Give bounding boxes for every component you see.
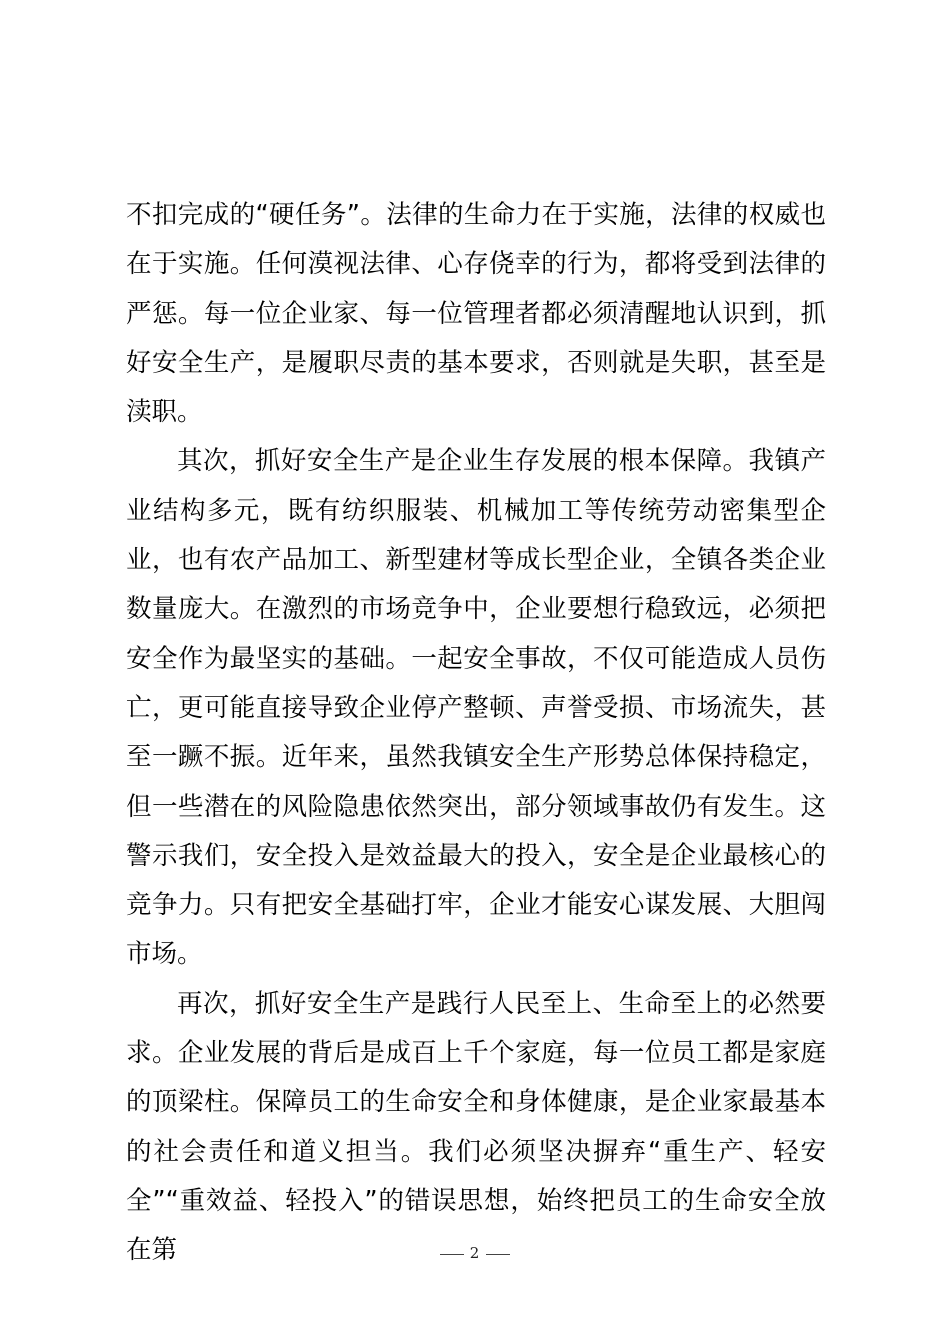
footer-dash-left (440, 1254, 464, 1255)
body-text (126, 191, 826, 1276)
footer-dash-right (486, 1254, 510, 1255)
paragraph-3: 再次，抓好安全生产是践行人民至上、生命至上的必然要求。企业发展的背后是成百上千个家庭，每一位员工都是家庭的顶梁柱。保障员工的生命安全和身体健康，是企业家最基本的社会责任和道义担当。我们必须坚决摒弃“重生产、轻安全”“重效益、轻投入”的错误思想，始终把员工的生命安全放在第 (126, 988, 826, 1266)
page-footer (0, 1244, 950, 1262)
paragraph-2: 其次，抓好安全生产是企业生存发展的根本保障。我镇产业结构多元，既有纺织服装、机械加工等传统劳动密集型企业，也有农产品加工、新型建材等成长型企业，全镇各类企业数量庞大。在激烈的市场竞争中，企业要想行稳致远，必须把安全作为最坚实的基础。一起安全事故，不仅可能造成人员伤亡，更可能直接导致企业停产整顿、声誉受损、市场流失，甚至一蹶不振。近年来，虽然我镇安全生产形势总体保持稳定，但一些潜在的风险隐患依然突出，部分领域事故仍有发生。这警示我们，安全投入是效益最大的投入，安全是企业最核心的竞争力。只有把安全基础打牢，企业才能安心谋发展、大胆闯市场。 (126, 446, 826, 970)
paragraph-1: 不扣完成的“硬任务”。法律的生命力在于实施，法律的权威也在于实施。任何漠视法律、心存侥幸的行为，都将受到法律的严惩。每一位企业家、每一位管理者都必须清醒地认识到，抓好安全生产，是履职尽责的基本要求，否则就是失职，甚至是渎职。 (126, 200, 826, 428)
page-number: 2 (469, 1244, 481, 1262)
